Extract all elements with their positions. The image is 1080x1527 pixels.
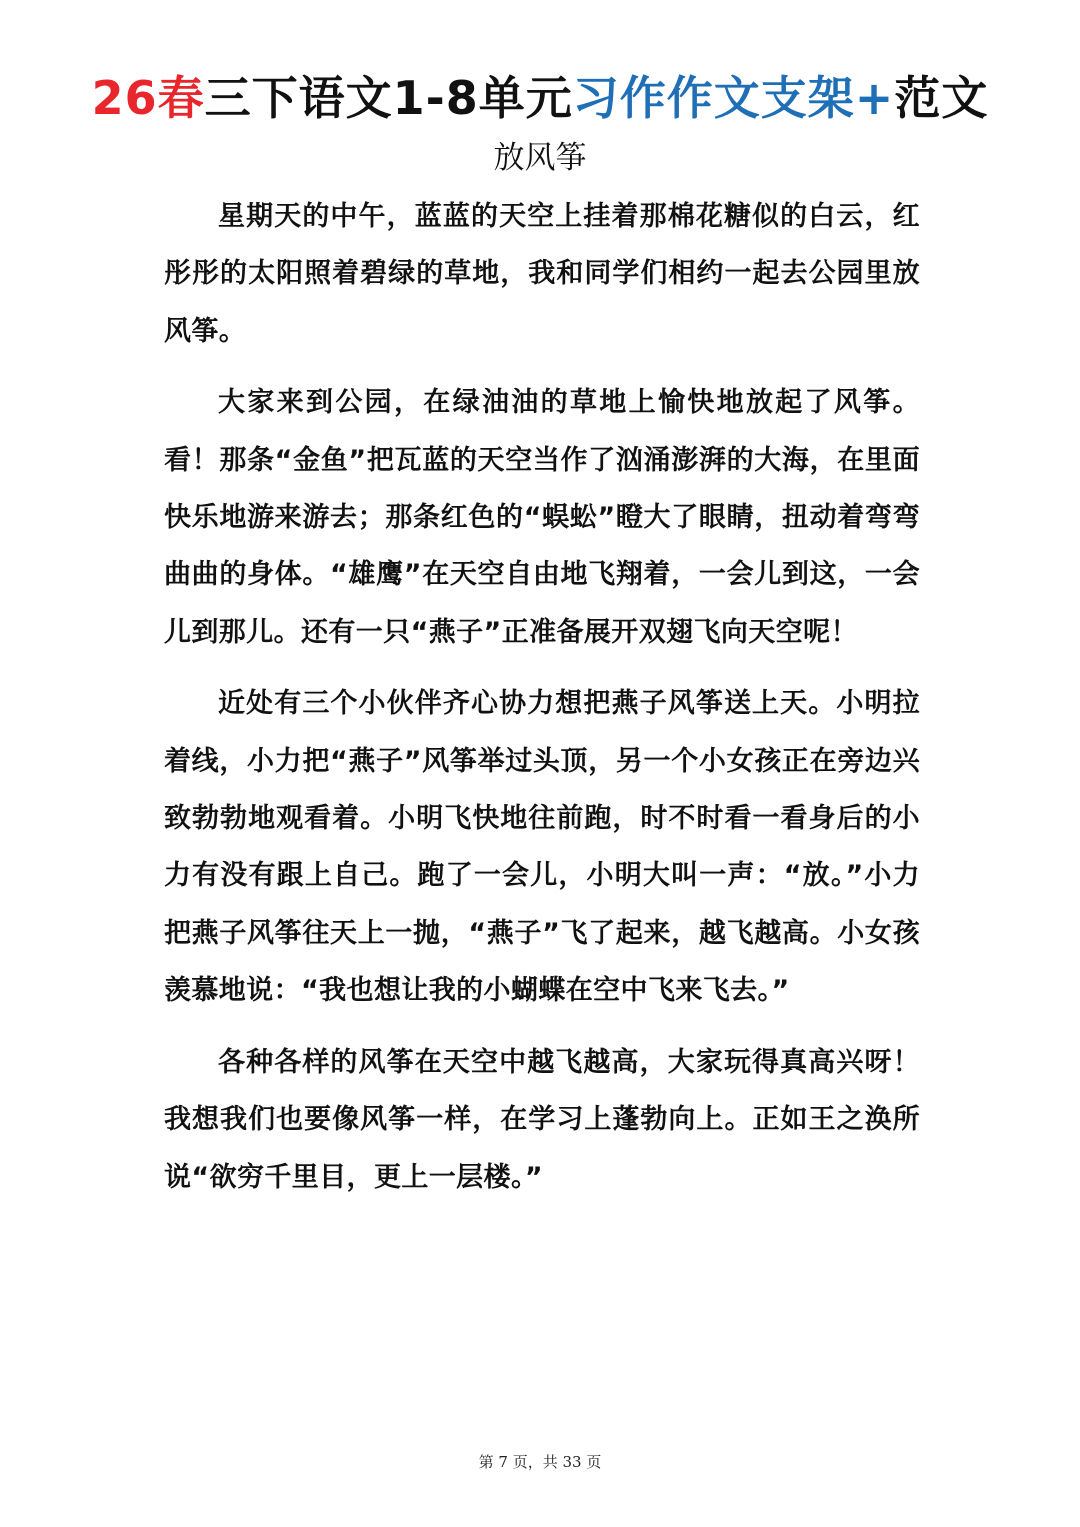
header-title-blue-part: 习作作文支架+ (572, 71, 895, 125)
page-number-footer: 第 7 页，共 33 页 (478, 1453, 602, 1471)
essay-paragraph-2: 大家来到公园，在绿油油的草地上愉快地放起了风筝。看！那条“金鱼”把瓦蓝的天空当作了汹涌澎湃的大海，在里面快乐地游来游去；那条红色的“蜈蚣”瞪大了眼睛，扭动着弯弯曲曲的身体。“雄鹰”在天空自由地飞翔着，一会儿到这，一会儿到那儿。还有一只“燕子”正准备展开双翅飞向天空呢！ (164, 387, 920, 648)
header-title-black-end-part: 范文 (894, 71, 989, 125)
essay-paragraph-1: 星期天的中午，蓝蓝的天空上挂着那棉花糖似的白云，红彤彤的太阳照着碧绿的草地，我和同学们相约一起去公园里放风筝。 (164, 201, 920, 347)
essay-title: 放风筝 (493, 140, 587, 176)
header-title-red-part: 26春 (91, 71, 205, 125)
essay-body (164, 188, 920, 1220)
essay-paragraph-4: 各种各样的风筝在天空中越飞越高，大家玩得真高兴呀！我想我们也要像风筝一样，在学习上蓬勃向上。正如王之涣所说“欲穷千里目，更上一层楼。” (164, 1046, 920, 1193)
header-title-black-part: 三下语文1-8单元 (204, 71, 573, 125)
essay-paragraph-3: 近处有三个小伙伴齐心协力想把燕子风筝送上天。小明拉着线，小力把“燕子”风筝举过头顶，另一个小女孩正在旁边兴致勃勃地观看着。小明飞快地往前跑，时不时看一看身后的小力有没有跟上自己。跑了一会儿，小明大叫一声：“放。”小力把燕子风筝往天上一抛，“燕子”飞了起来，越飞越高。小女孩羡慕地说：“我也想让我的小蝴蝶在空中飞来飞去。” (164, 688, 920, 1007)
document-header-title (0, 68, 1080, 128)
